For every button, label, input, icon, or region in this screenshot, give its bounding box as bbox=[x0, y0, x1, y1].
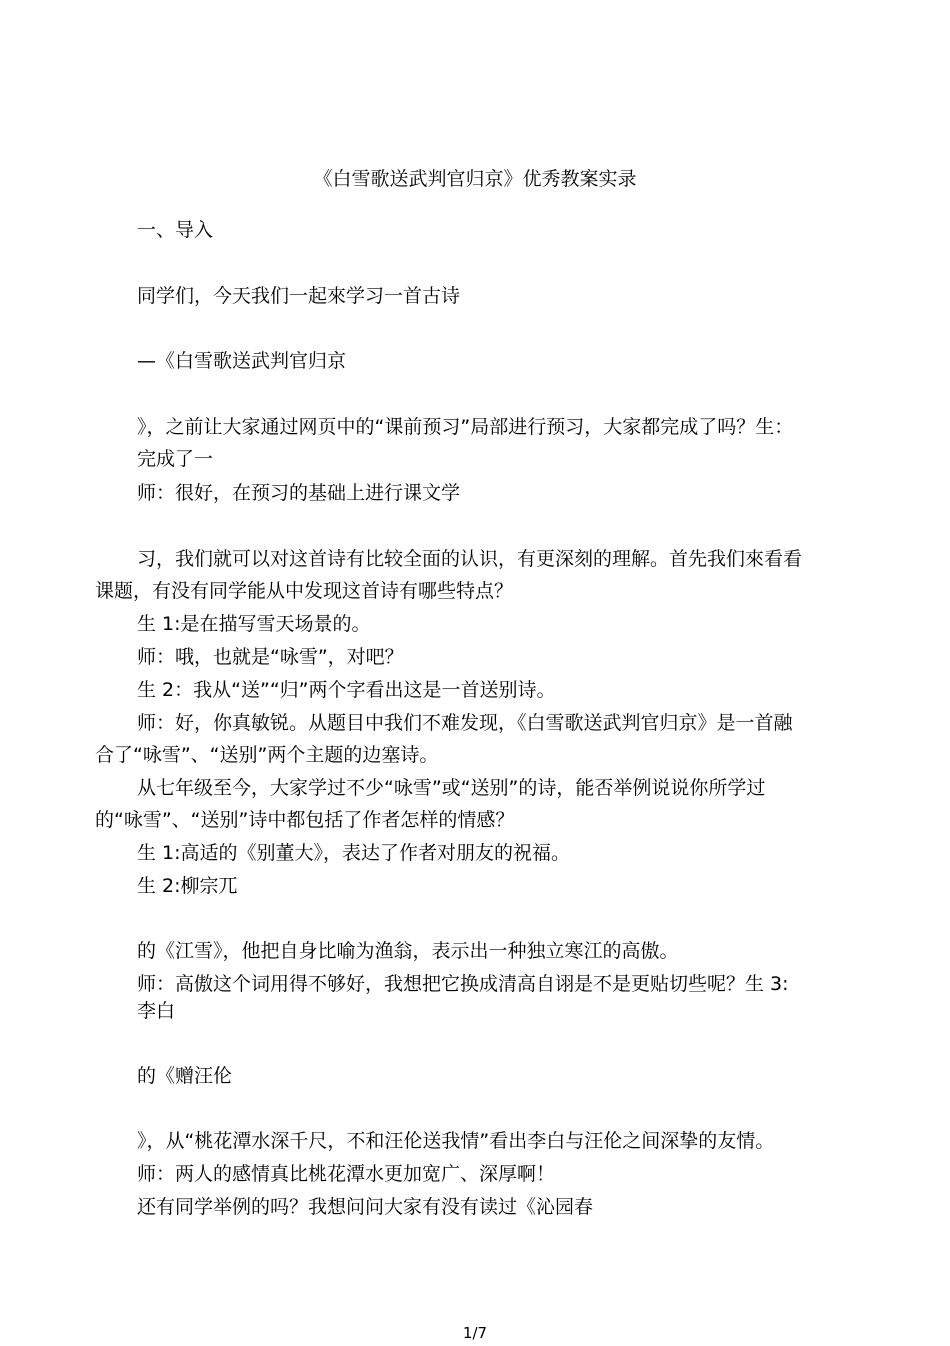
paragraph-line: 生 2:柳宗兀 bbox=[137, 875, 238, 897]
paragraph-line: 》，从“桃花潭水深千尺，不和汪伦送我情”看出李白与汪伦之间深挚的友情。 bbox=[137, 1130, 775, 1152]
page-number: 1/7 bbox=[462, 1324, 488, 1342]
paragraph-line: 完成了一 bbox=[137, 448, 214, 470]
paragraph-line: —《白雪歌送武判官归京 bbox=[137, 350, 347, 372]
paragraph-line: 》，之前让大家通过网页中的“课前预习”局部进行预习，大家都完成了吗？生： bbox=[137, 416, 794, 438]
paragraph-line: 习，我们就可以对这首诗有比较全面的认识，有更深刻的理解。首先我们來看看 bbox=[137, 548, 803, 570]
paragraph-line: 的“咏雪”、“送别”诗中都包括了作者怎样的情感？ bbox=[95, 809, 515, 831]
paragraph-line: 师：两人的感情真比桃花潭水更加宽广、深厚啊！ bbox=[137, 1163, 556, 1185]
paragraph-line: 的《赠汪伦 bbox=[137, 1065, 233, 1087]
document-title: 《白雪歌送武判官归京》优秀教案实录 bbox=[313, 168, 637, 190]
paragraph-line: 从七年级至今，大家学过不少“咏雪”或“送别”的诗，能否举例说说你所学过 bbox=[137, 777, 766, 799]
paragraph-line: 李白 bbox=[137, 1000, 176, 1022]
paragraph-line: 师：哦，也就是“咏雪”，对吧？ bbox=[137, 646, 404, 668]
paragraph-line: 课题，有没有同学能从中发现这首诗有哪些特点？ bbox=[95, 580, 514, 602]
paragraph-line: 师：很好，在预习的基础上进行课文学 bbox=[137, 482, 461, 504]
paragraph-line: 师：高傲这个词用得不够好，我想把它换成清高自诩是不是更贴切些呢？生 3: bbox=[137, 973, 789, 995]
section-heading: 一、导入 bbox=[137, 219, 214, 241]
paragraph-line: 师：好，你真敏锐。从题目中我们不难发现，《白雪歌送武判官归京》是一首融 bbox=[137, 712, 793, 734]
paragraph-line: 同学们，今天我们一起來学习一首古诗 bbox=[137, 285, 461, 307]
paragraph-line: 生 1:高适的《别董大》，表达了作者对朋友的祝福。 bbox=[137, 842, 571, 864]
paragraph-line: 还有同学举例的吗？我想问问大家有没有读过《沁园春 bbox=[137, 1196, 594, 1218]
paragraph-line: 合了“咏雪”、“送别”两个主题的边塞诗。 bbox=[95, 744, 439, 766]
paragraph-line: 生 2：我从“送”“归”两个字看出这是一首送别诗。 bbox=[137, 679, 556, 701]
paragraph-line: 生 1:是在描写雪天场景的。 bbox=[137, 613, 371, 635]
paragraph-line: 的《江雪》，他把自身比喻为渔翁，表示出一种独立寒江的高傲。 bbox=[137, 940, 679, 962]
